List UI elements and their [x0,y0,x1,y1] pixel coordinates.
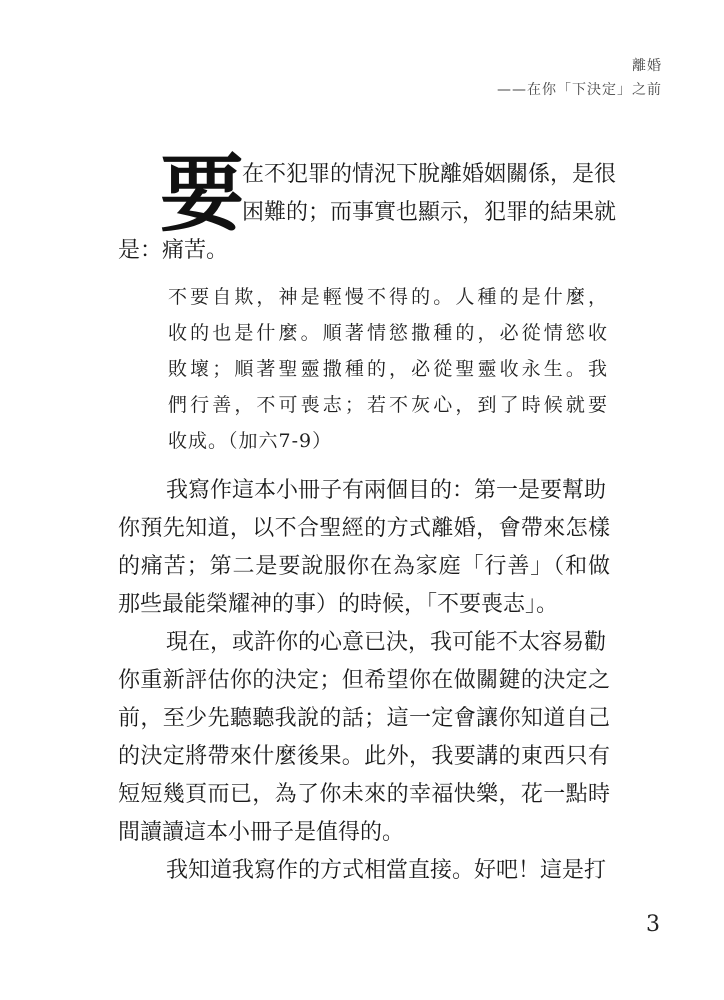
page-number: 3 [646,912,660,937]
lead-line: 在不犯罪的情況下脫離婚姻關係，是很 [242,162,617,187]
book-subtitle: ——在你「下決定」之前 [497,82,662,98]
paragraph-line: 的決定將帶來什麼後果。此外，我要講的東西只有 [118,744,610,769]
paragraph-line: 的痛苦；第二是要說服你在為家庭「行善」（和做 [118,554,610,579]
drop-cap: 要 [160,144,245,243]
scripture-quote-line: 們行善，不可喪志；若不灰心，到了時候就要 [168,394,608,416]
scripture-quote-line: 不要自欺，神是輕慢不得的。人種的是什麼， [168,286,608,308]
lead-line: 是：痛苦。 [118,238,229,263]
lead-line: 困難的；而事實也顯示，犯罪的結果就 [242,200,617,225]
paragraph-line: 你重新評估你的決定；但希望你在做關鍵的決定之 [118,668,610,693]
paragraph-line: 短短幾頁而已，為了你未來的幸福快樂，花一點時 [118,782,610,807]
paragraph-line: 前，至少先聽聽我說的話；這一定會讓你知道自己 [118,706,610,731]
paragraph-line: 現在，或許你的心意已決，我可能不太容易勸 [166,630,607,655]
paragraph-line: 那些最能榮耀神的事）的時候，「不要喪志」。 [118,592,559,617]
paragraph-line: 我知道我寫作的方式相當直接。好吧！這是打 [166,858,607,883]
paragraph-line: 我寫作這本小冊子有兩個目的：第一是要幫助 [166,478,607,503]
running-header [497,54,662,102]
scripture-quote-line: 收成。（加六7-9） [168,430,333,452]
scripture-quote-line: 收的也是什麼。順著情慾撒種的，必從情慾收 [168,322,608,344]
paragraph-line: 你預先知道，以不合聖經的方式離婚，會帶來怎樣 [118,516,610,541]
book-title: 離婚 [632,58,662,74]
paragraph-line: 間讀讀這本小冊子是值得的。 [118,820,405,845]
scripture-quote-line: 敗壞；順著聖靈撒種的，必從聖靈收永生。我 [168,358,608,380]
